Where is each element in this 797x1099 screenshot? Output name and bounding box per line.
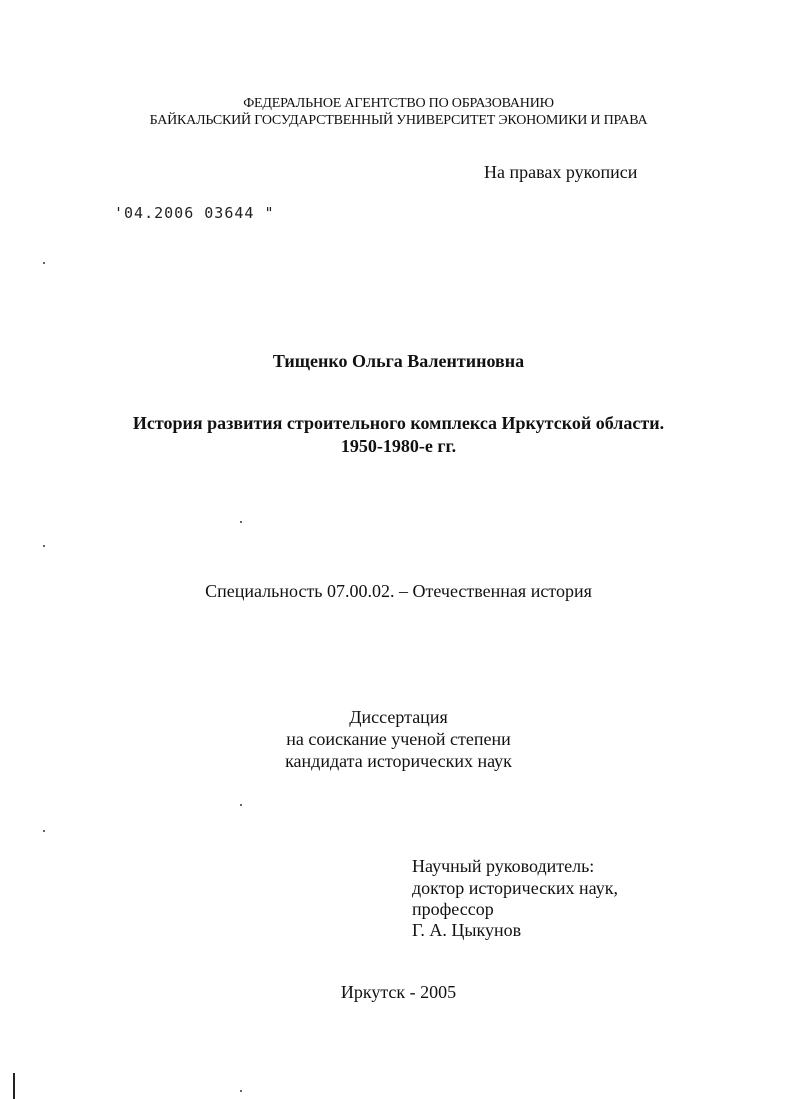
- dissertation-title-line1: История развития строительного комплекса Иркутской области.: [132, 413, 665, 433]
- scan-speck: [43, 262, 45, 264]
- scan-speck: [43, 545, 45, 547]
- scan-speck: [240, 521, 242, 523]
- author-name: Тищенко Ольга Валентиновна: [272, 351, 525, 371]
- city-year: Иркутск - 2005: [340, 982, 457, 1002]
- scan-edge-mark: [13, 1073, 15, 1099]
- supervisor-rank: профессор: [412, 899, 494, 919]
- specialty-line: Специальность 07.00.02. – Отечественная история: [205, 581, 592, 601]
- dissertation-title-line2: 1950-1980-е гг.: [340, 436, 457, 456]
- dissertation-type-line3: кандидата исторических наук: [285, 751, 512, 771]
- dissertation-type-line2: на соискание ученой степени: [286, 729, 511, 749]
- manuscript-note: На правах рукописи: [484, 162, 638, 182]
- dissertation-type-line1: Диссертация: [349, 707, 448, 727]
- university-line: БАЙКАЛЬСКИЙ ГОСУДАРСТВЕННЫЙ УНИВЕРСИТЕТ ЭКОНОМИКИ И ПРАВА: [149, 113, 648, 128]
- supervisor-name: Г. А. Цыкунов: [412, 920, 522, 940]
- scan-speck: [240, 804, 242, 806]
- supervisor-label: Научный руководитель:: [412, 856, 595, 876]
- scan-speck: [43, 830, 45, 832]
- supervisor-degree: доктор исторических наук,: [412, 878, 618, 898]
- agency-line: ФЕДЕРАЛЬНОЕ АГЕНТСТВО ПО ОБРАЗОВАНИЮ: [243, 96, 554, 111]
- registration-stamp: '04.2006 03644 ": [114, 204, 275, 222]
- scan-speck: [240, 1090, 242, 1092]
